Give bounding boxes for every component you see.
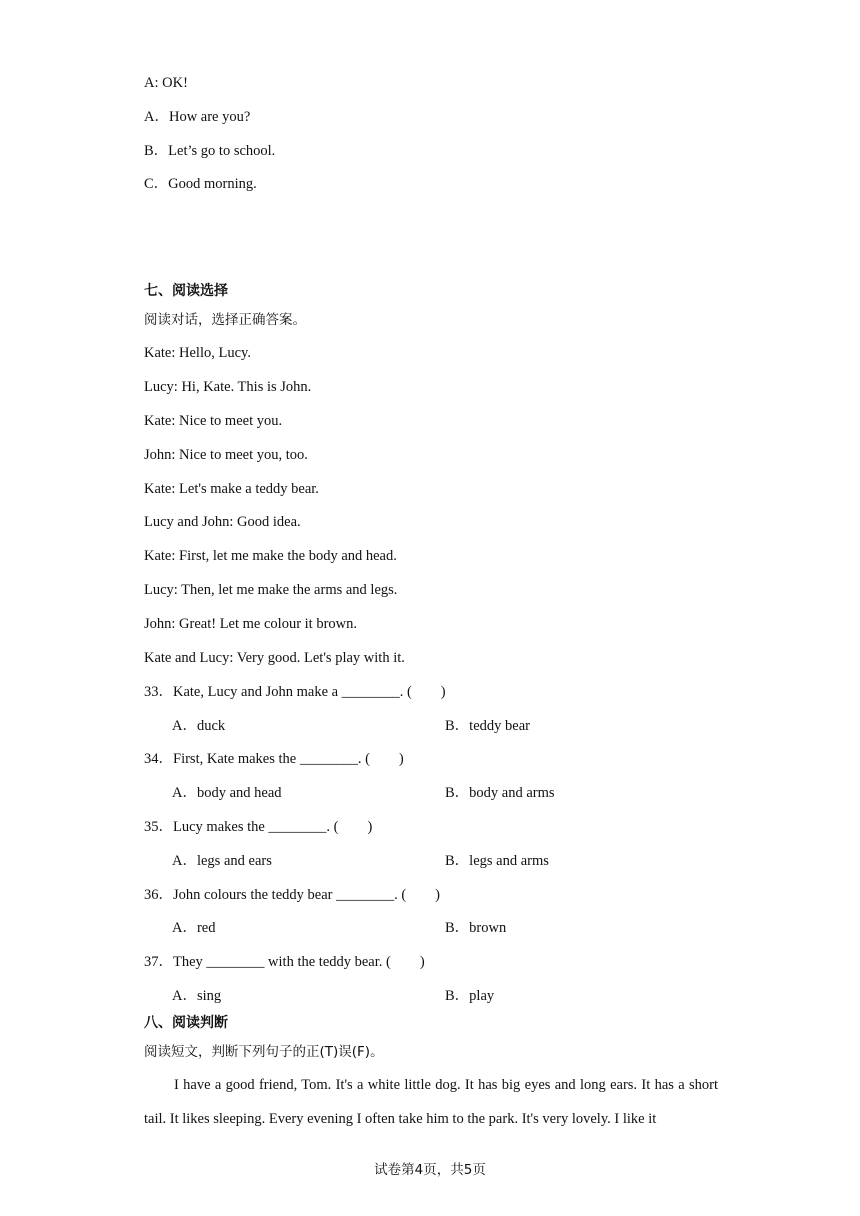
dialogue-line: Kate: Nice to meet you. <box>144 413 283 429</box>
section7-instruction: 阅读对话，选择正确答案。 <box>144 312 306 328</box>
section8-instruction: 阅读短文，判断下列句子的正(T)误(F)。 <box>144 1044 384 1060</box>
dialogue-line: Kate and Lucy: Very good. Let's play with it. <box>144 650 405 666</box>
dialogue-line: John: Great! Let me colour it brown. <box>144 616 358 632</box>
section8-heading: 八、阅读判断 <box>144 1015 228 1031</box>
question-34-option-b: B．body and arms <box>445 785 555 801</box>
dialogue-line: Lucy: Hi, Kate. This is John. <box>144 379 312 395</box>
prev-option-b: B．Let’s go to school. <box>144 143 276 159</box>
dialogue-line: John: Nice to meet you, too. <box>144 447 308 463</box>
question-37-option-b: B．play <box>445 988 495 1004</box>
question-35-stem: 35．Lucy makes the ________. ( ) <box>144 819 373 835</box>
question-37-option-a: A．sing <box>172 988 222 1004</box>
dialogue-line: Lucy and John: Good idea. <box>144 514 301 530</box>
question-36-stem: 36．John colours the teddy bear ________. ( ) <box>144 887 440 903</box>
page-footer: 试卷第4页，共5页 <box>374 1162 486 1178</box>
section7-heading: 七、阅读选择 <box>144 283 228 299</box>
dialogue-line: Kate: First, let me make the body and head. <box>144 548 397 564</box>
dialogue-line: Kate: Hello, Lucy. <box>144 345 251 361</box>
dialogue-line: Lucy: Then, let me make the arms and legs. <box>144 582 398 598</box>
question-36-option-b: B．brown <box>445 920 507 936</box>
question-36-option-a: A．red <box>172 920 216 936</box>
question-35-option-b: B．legs and arms <box>445 853 549 869</box>
section8-passage: I have a good friend, Tom. It's a white little dog. It has big eyes and long ears. It has a short tail. It likes sleeping. Every evening I often take him to the park. It's very lovely. I like it <box>144 1077 718 1127</box>
question-33-option-a: A．duck <box>172 718 226 734</box>
dialogue-line: Kate: Let's make a teddy bear. <box>144 481 319 497</box>
question-33-stem: 33．Kate, Lucy and John make a ________. ( ) <box>144 684 446 700</box>
question-34-stem: 34．First, Kate makes the ________. ( ) <box>144 751 404 767</box>
question-34-option-a: A．body and head <box>172 785 282 801</box>
question-35-option-a: A．legs and ears <box>172 853 272 869</box>
prev-option-c: C．Good morning. <box>144 176 257 192</box>
question-33-option-b: B．teddy bear <box>445 718 530 734</box>
prev-dialogue-end: A: OK! <box>144 75 188 91</box>
question-37-stem: 37．They ________ with the teddy bear. ( ) <box>144 954 425 970</box>
prev-option-a: A．How are you? <box>144 109 251 125</box>
